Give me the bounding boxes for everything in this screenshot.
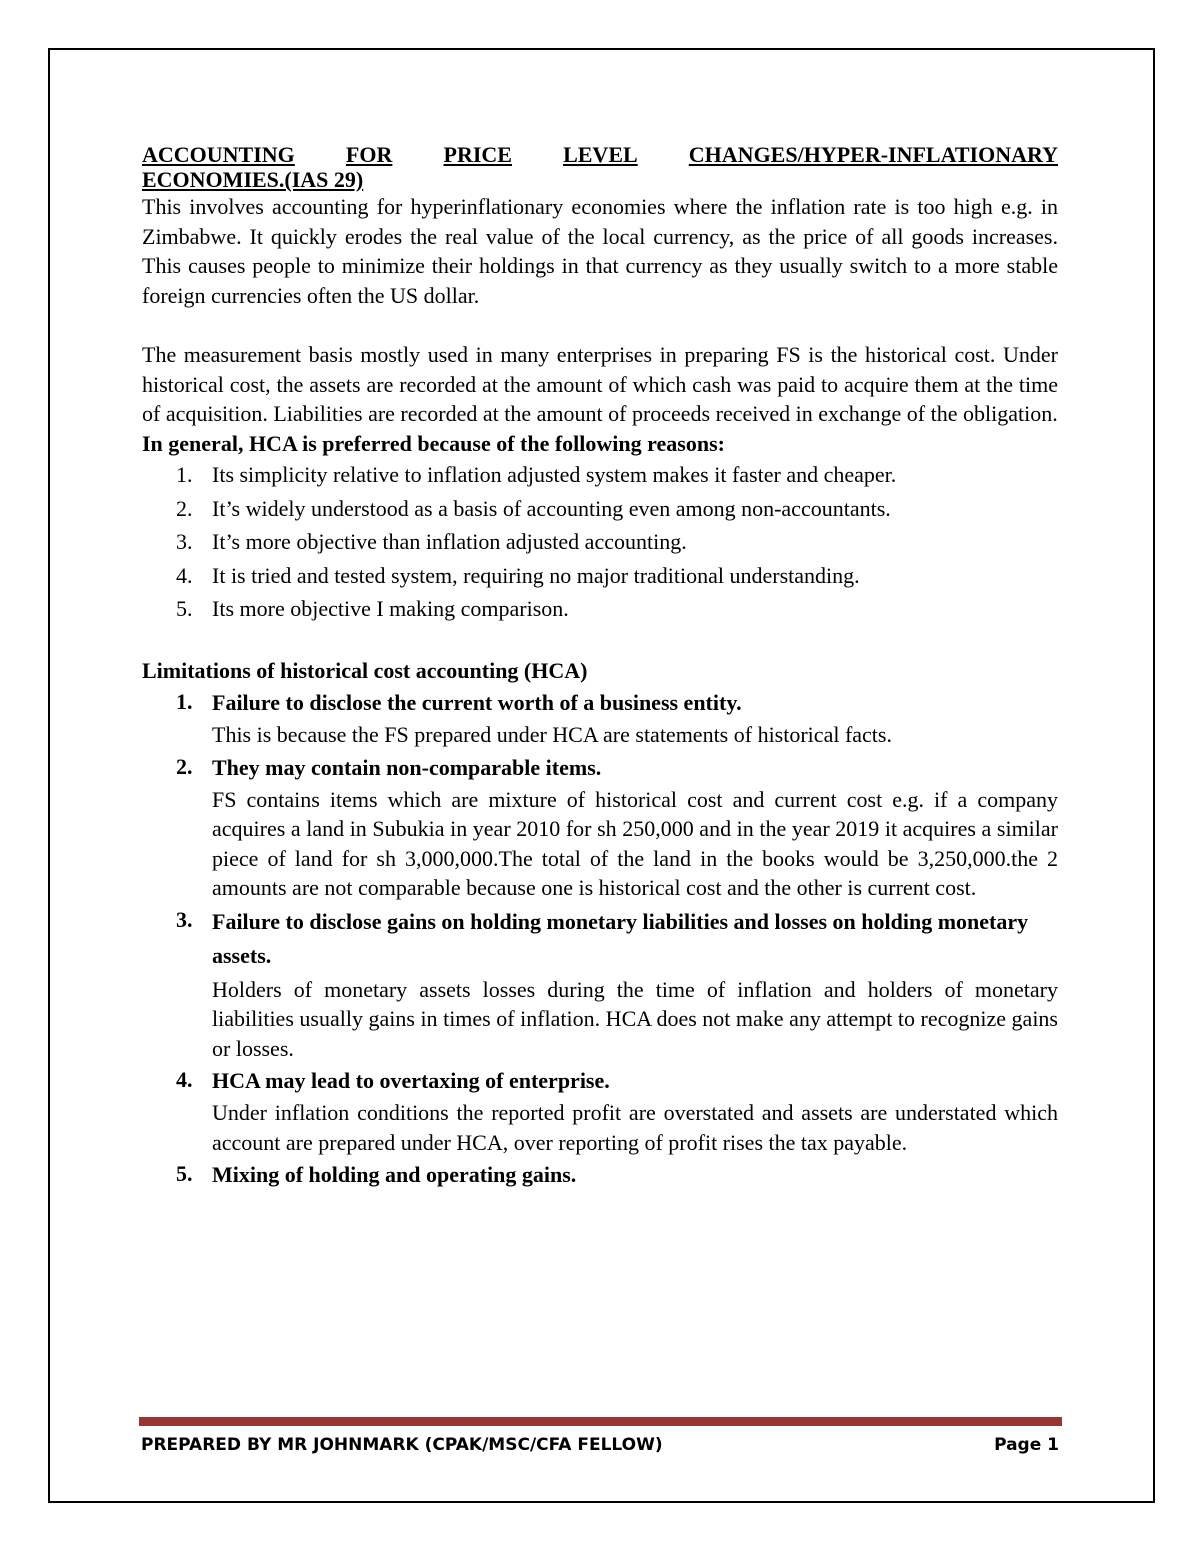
- list-number: 5.: [176, 596, 193, 621]
- list-item-text: Its simplicity relative to inflation adjusted system makes it faster and cheaper.: [212, 462, 897, 487]
- list-item-text: Its more objective I making comparison.: [212, 596, 569, 621]
- list-item: [142, 687, 1058, 750]
- title-line-1: [142, 142, 1058, 167]
- list-item: [142, 492, 1058, 526]
- list-item: [142, 1065, 1058, 1157]
- title-word: ACCOUNTING: [142, 142, 295, 167]
- limitation-description: Under inflation conditions the reported profit are overstated and assets are understated which account are prepared under HCA, over reporting of profit rises the tax payable.: [212, 1100, 1058, 1155]
- page-number: Page 1: [994, 1435, 1059, 1455]
- list-item: [142, 592, 1058, 626]
- limitation-description: This is because the FS prepared under HCA are statements of historical facts.: [212, 722, 892, 747]
- list-number: 1.: [176, 689, 193, 714]
- limitation-title: They may contain non-comparable items.: [212, 754, 602, 780]
- list-number: 5.: [176, 1161, 193, 1186]
- limitation-title: Failure to disclose gains on holding monetary liabilities and losses on holding monetary assets.: [212, 908, 1029, 968]
- list-item: [142, 1159, 1058, 1190]
- measurement-paragraph: The measurement basis mostly used in many enterprises in preparing FS is the historical cost. Under historical cost, the assets are recorded at the amount of which cash was paid to acquire them at the time of acquisition. Liabilities are recorded at the amount of proceeds received in exchange of the obligation.: [142, 342, 1058, 426]
- list-number: 4.: [176, 562, 193, 588]
- list-number: 3.: [176, 906, 193, 932]
- list-number: 2.: [176, 753, 193, 779]
- title-word: LEVEL: [563, 142, 638, 167]
- reasons-list: [142, 458, 1058, 626]
- title-line-2: ECONOMIES.(IAS 29): [142, 167, 364, 192]
- page-footer: [141, 1435, 1059, 1455]
- limitations-heading: Limitations of historical cost accounting (HCA): [142, 657, 588, 683]
- limitation-description: Holders of monetary assets losses during the time of inflation and holders of monetary liabilities usually gains in times of inflation. HCA does not make any attempt to recognize gains or losses.: [212, 976, 1058, 1061]
- limitation-description: FS contains items which are mixture of historical cost and current cost e.g. if a company acquires a land in Subukia in year 2010 for sh 250,000 and in the year 2019 it acquires a similar piece of land for sh 3,000,000.The total of the land in the books would be 3,250,000.the 2 amounts are not comparable because one is historical cost and the other is current cost.: [212, 786, 1058, 900]
- limitations-list: [142, 687, 1058, 1190]
- title-word: CHANGES/HYPER-INFLATIONARY: [688, 142, 1058, 167]
- intro-paragraph: This involves accounting for hyperinflationary economies where the inflation rate is too high e.g. in Zimbabwe. It quickly erodes the real value of the local currency, as the price of all goods increases. This causes people to minimize their holdings in that currency as they usually switch to a more stable foreign currencies often the US dollar.: [142, 194, 1058, 308]
- list-item-text: It’s widely understood as a basis of accounting even among non-accountants.: [212, 495, 891, 521]
- list-number: 4.: [176, 1067, 193, 1092]
- document-body: [142, 142, 1058, 1190]
- title-word: FOR: [345, 142, 393, 167]
- list-number: 1.: [176, 462, 193, 487]
- list-item: [142, 752, 1058, 903]
- document-title: [142, 142, 1058, 192]
- list-number: 2.: [176, 495, 193, 521]
- list-item: [142, 525, 1058, 559]
- list-item: [142, 559, 1058, 593]
- list-item-text: It’s more objective than inflation adjusted accounting.: [212, 529, 687, 554]
- title-word: PRICE: [443, 142, 512, 167]
- list-item: [142, 458, 1058, 492]
- footer-divider: [139, 1417, 1062, 1426]
- list-number: 3.: [176, 529, 193, 554]
- list-item: [142, 905, 1058, 1064]
- limitation-title: Mixing of holding and operating gains.: [212, 1162, 577, 1187]
- limitation-title: HCA may lead to overtaxing of enterprise.: [212, 1068, 610, 1093]
- limitation-title: Failure to disclose the current worth of a business entity.: [212, 690, 742, 715]
- footer-author: PREPARED BY MR JOHNMARK (CPAK/MSC/CFA FELLOW): [141, 1435, 663, 1455]
- reasons-heading: In general, HCA is preferred because of the following reasons:: [142, 430, 725, 456]
- list-item-text: It is tried and tested system, requiring no major traditional understanding.: [212, 562, 860, 588]
